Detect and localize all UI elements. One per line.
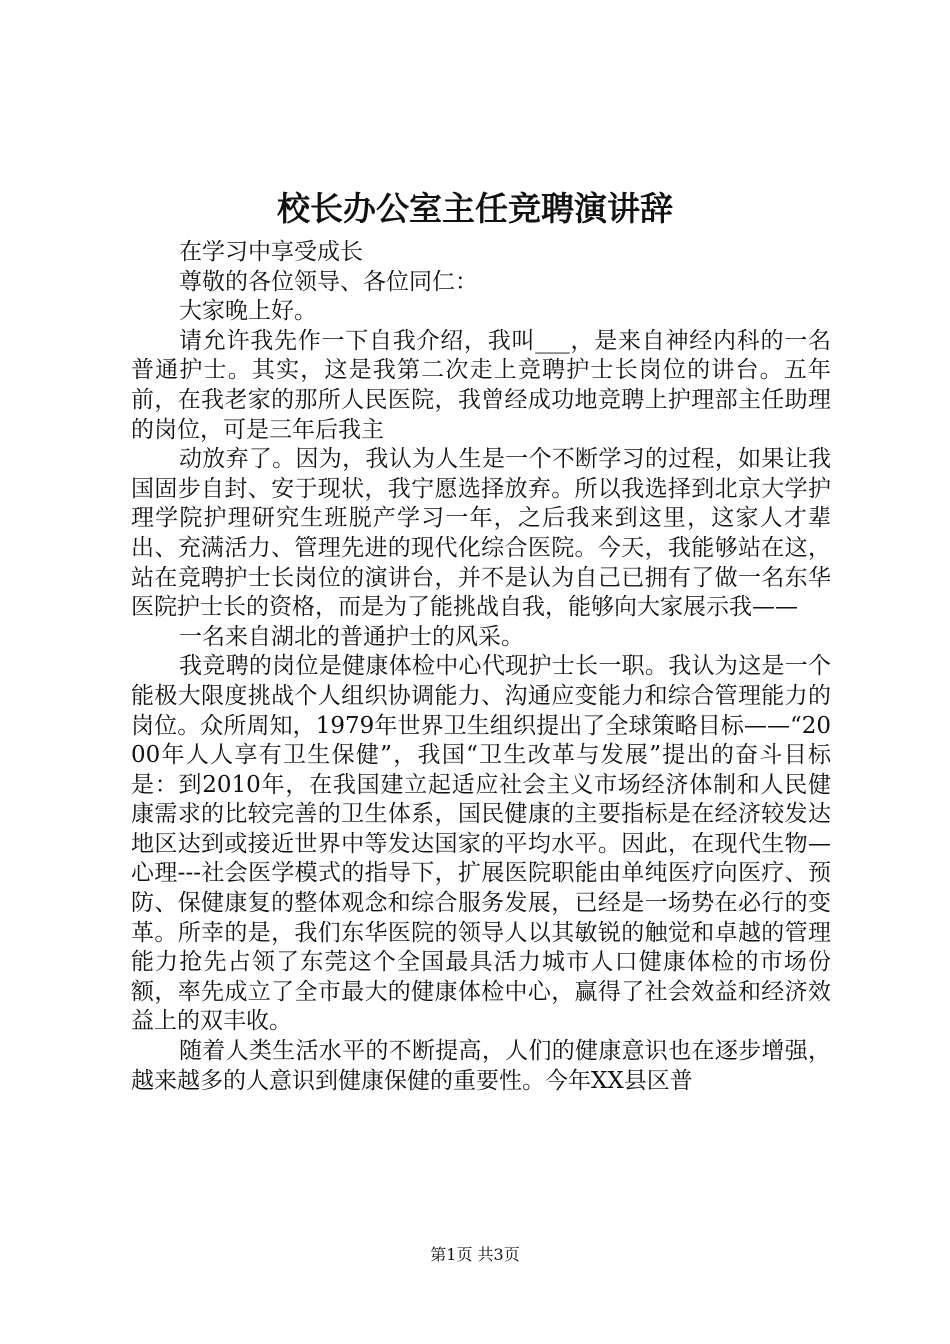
paragraph-greeting: 大家晚上好。 bbox=[179, 298, 317, 325]
paragraph-subtitle: 在学习中享受成长 bbox=[179, 239, 363, 265]
paragraph-position: 我竞聘的岗位是健康体检中心代现护士长一职。我认为这是一个能极大限度挑战个人组织协调能力、沟通应变能力和综合管理能力的岗位。众所周知，1979年世界卫生组织提出了全球策略目标——“2000年人人享有卫生保健”，我国“卫生改革与发展”提出的奋斗目标是：到2010年，在我国建立起适应社会主义市场经济体制和人民健康需求的比较完善的卫生体系，国民健康的主要指标是在经济较发达地区达到或接近世界中等发达国家的平均水平。因此，在现代生物—心理---社会医学模式的指导下，扩展医院职能由单纯医疗向医疗、预防、保健康复的整体观念和综合服务发展，已经是一场势在必行的变革。所幸的是，我们东华医院的领导人以其敏锐的触觉和卓越的管理能力抢先占领了东莞这个全国最具活力城市人口健康体检的市场份额，率先成立了全市最大的健康体检中心，赢得了社会效益和经济效益上的双丰收。 bbox=[131, 653, 831, 1035]
paragraph-motivation-end: 一名来自湖北的普通护士的风采。 bbox=[179, 623, 524, 650]
paragraph-introduction: 请允许我先作一下自我介绍，我叫___，是来自神经内科的一名普通护士。其实，这是我第二次走上竞聘护士长岗位的讲台。五年前，在我老家的那所人民医院，我曾经成功地竞聘上护理部主任助理的岗位，可是三年后我主 bbox=[131, 327, 831, 443]
document-body bbox=[131, 238, 831, 1096]
document-title: 校长办公室主任竞聘演讲辞 bbox=[277, 189, 673, 228]
paragraph-motivation: 动放弃了。因为，我认为人生是一个不断学习的过程，如果让我国固步自封、安于现状，我宁愿选择放弃。所以我选择到北京大学护理学院护理研究生班脱产学习一年，之后我来到这里，这家人才辈出、充满活力、管理先进的现代化综合医院。今天，我能够站在这，站在竞聘护士长岗位的演讲台，并不是认为自己已拥有了做一名东华医院护士长的资格，而是为了能挑战自我，能够向大家展示我—— bbox=[131, 446, 831, 621]
paragraph-salutation: 尊敬的各位领导、各位同仁： bbox=[179, 268, 478, 295]
page-number-footer: 第1页 共3页 bbox=[430, 1245, 520, 1264]
paragraph-health-awareness: 随着人类生活水平的不断提高，人们的健康意识也在逐步增强，越来越多的人意识到健康保健的重要性。今年XX县区普 bbox=[131, 1038, 831, 1094]
